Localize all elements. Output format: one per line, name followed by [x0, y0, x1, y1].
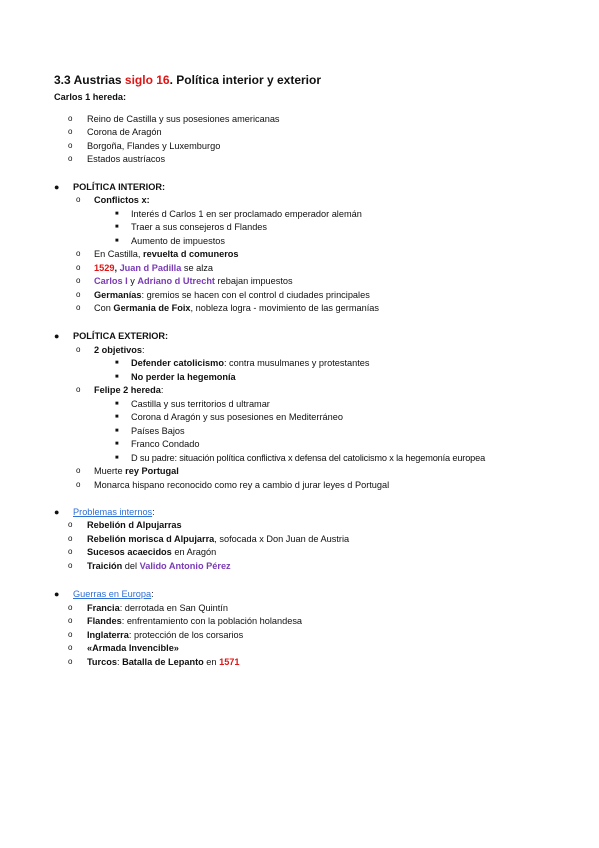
felipe-label: [94, 384, 163, 396]
list-item: Aumento de impuestos: [131, 236, 225, 246]
list-item: Corona d Aragón y sus posesiones en Mediterráneo: [131, 412, 343, 422]
text-span: :: [151, 589, 154, 599]
page-title: [54, 73, 321, 87]
circle-bullet-icon: o: [68, 127, 73, 136]
list-item: D su padre: situación política conflictiva x defensa del catolicismo x la hegemonía europea: [131, 453, 486, 463]
person-name: Adriano d Utrecht: [137, 276, 215, 286]
bullet-icon: ●: [54, 331, 60, 341]
section-heading-exterior: POLÍTICA EXTERIOR:: [73, 331, 169, 341]
text-span: y: [127, 276, 138, 286]
square-bullet-icon: ■: [115, 455, 119, 461]
text-span: Con: [94, 303, 114, 313]
bold-span: Batalla de Lepanto: [122, 657, 204, 667]
bold-span: Sucesos acaecidos: [87, 547, 172, 557]
circle-bullet-icon: o: [76, 345, 81, 354]
text-span: , sofocada x Don Juan de Austria: [214, 534, 350, 544]
bullet-icon: ●: [54, 182, 60, 192]
list-item: [94, 262, 213, 274]
circle-bullet-icon: o: [68, 616, 73, 625]
list-item: Castilla y sus territorios d ultramar: [131, 399, 270, 409]
list-item: Estados austríacos: [87, 154, 166, 164]
title-highlight: siglo 16: [124, 73, 170, 87]
circle-bullet-icon: o: [76, 466, 81, 475]
text-span: :: [116, 657, 123, 667]
list-item: [94, 289, 370, 301]
bold-span: Francia: [87, 603, 120, 613]
bold-span: Inglaterra: [87, 630, 129, 640]
square-bullet-icon: ■: [115, 211, 119, 217]
year-span: 1529: [94, 263, 115, 273]
circle-bullet-icon: o: [76, 249, 81, 258]
square-bullet-icon: ■: [115, 238, 119, 244]
bold-span: Rebelión morisca d Alpujarra: [87, 534, 215, 544]
section-heading-problemas: [73, 506, 155, 518]
circle-bullet-icon: o: [76, 290, 81, 299]
bold-span: Flandes: [87, 616, 122, 626]
guerras-link[interactable]: Guerras en Europa: [73, 589, 152, 599]
text-span: se alza: [181, 263, 214, 273]
circle-bullet-icon: o: [68, 643, 73, 652]
circle-bullet-icon: o: [68, 114, 73, 123]
square-bullet-icon: ■: [115, 374, 119, 380]
person-name: Valido Antonio Pérez: [139, 561, 231, 571]
square-bullet-icon: ■: [115, 224, 119, 230]
circle-bullet-icon: o: [68, 657, 73, 666]
circle-bullet-icon: o: [68, 154, 73, 163]
circle-bullet-icon: o: [76, 480, 81, 489]
text-span: en Aragón: [171, 547, 217, 557]
title-part: 3.3 Austrias: [54, 73, 125, 87]
list-item: [87, 546, 216, 558]
circle-bullet-icon: o: [68, 520, 73, 529]
section-heading-guerras: [73, 588, 154, 600]
bold-span: Germanías: [94, 290, 142, 300]
bold-span: Germania de Foix: [113, 303, 191, 313]
list-item: [87, 656, 240, 668]
year-span: 1571: [219, 657, 240, 667]
list-item: [87, 560, 231, 572]
list-item: Interés d Carlos 1 en ser proclamado emperador alemán: [131, 209, 362, 219]
list-item: [94, 302, 379, 314]
objetivos-label: [94, 344, 145, 356]
list-item: Países Bajos: [131, 426, 185, 436]
circle-bullet-icon: o: [68, 534, 73, 543]
list-item: [87, 615, 302, 627]
circle-bullet-icon: o: [68, 141, 73, 150]
circle-bullet-icon: o: [68, 603, 73, 612]
list-item: [94, 248, 239, 260]
text-span: : gremios se hacen con el control d ciudades principales: [141, 290, 370, 300]
list-item: Monarca hispano reconocido como rey a cambio d jurar leyes d Portugal: [94, 480, 390, 490]
list-item: [87, 602, 228, 614]
list-item: «Armada Invencible»: [87, 643, 179, 653]
circle-bullet-icon: o: [76, 195, 81, 204]
bold-span: revuelta d comuneros: [143, 249, 239, 259]
text-span: rebajan impuestos: [215, 276, 293, 286]
list-item: Rebelión d Alpujarras: [87, 520, 182, 530]
text-span: : contra musulmanes y protestantes: [223, 358, 370, 368]
intro-line: Carlos 1 hereda:: [54, 92, 126, 102]
bullet-icon: ●: [54, 507, 60, 517]
bold-span: rey Portugal: [125, 466, 179, 476]
text-span: En Castilla,: [94, 249, 144, 259]
square-bullet-icon: ■: [115, 414, 119, 420]
person-name: Carlos I: [94, 276, 128, 286]
text-span: del: [122, 561, 140, 571]
list-item: No perder la hegemonía: [131, 372, 236, 382]
text-span: : derrotada en San Quintín: [119, 603, 228, 613]
square-bullet-icon: ■: [115, 441, 119, 447]
list-item: [87, 533, 349, 545]
list-item: Corona de Aragón: [87, 127, 162, 137]
list-item: [131, 357, 369, 369]
text-span: : enfrentamiento con la población holandesa: [121, 616, 303, 626]
circle-bullet-icon: o: [76, 263, 81, 272]
square-bullet-icon: ■: [115, 428, 119, 434]
circle-bullet-icon: o: [76, 276, 81, 285]
person-name: Juan d Padilla: [119, 263, 182, 273]
text-span: , nobleza logra - movimiento de las germanías: [190, 303, 379, 313]
square-bullet-icon: ■: [115, 360, 119, 366]
circle-bullet-icon: o: [76, 303, 81, 312]
section-heading-interior: POLÍTICA INTERIOR:: [73, 182, 166, 192]
list-item: Traer a sus consejeros d Flandes: [131, 222, 268, 232]
circle-bullet-icon: o: [76, 385, 81, 394]
list-item: Franco Condado: [131, 439, 200, 449]
text-span: Muerte: [94, 466, 126, 476]
circle-bullet-icon: o: [68, 561, 73, 570]
list-item: [94, 465, 179, 477]
text-span: :: [152, 507, 155, 517]
text-span: :: [160, 385, 164, 395]
list-item: [87, 629, 243, 641]
text-span: :: [142, 345, 145, 355]
circle-bullet-icon: o: [68, 547, 73, 556]
bold-span: Traición: [87, 561, 123, 571]
bold-span: Turcos: [87, 657, 117, 667]
title-part: . Política interior y exterior: [169, 73, 321, 87]
list-item: Borgoña, Flandes y Luxemburgo: [87, 141, 221, 151]
text-span: : protección de los corsarios: [128, 630, 244, 640]
text-span: en: [203, 657, 220, 667]
problemas-link[interactable]: Problemas internos: [73, 507, 153, 517]
list-item: [94, 275, 293, 287]
list-item: Reino de Castilla y sus posesiones americanas: [87, 114, 280, 124]
bold-span: 2 objetivos: [94, 345, 142, 355]
conflictos-label: Conflictos x:: [94, 195, 150, 205]
square-bullet-icon: ■: [115, 401, 119, 407]
bold-span: Defender catolicismo: [131, 358, 224, 368]
bold-span: Felipe 2 hereda: [94, 385, 161, 395]
text-span: ,: [114, 263, 120, 273]
bullet-icon: ●: [54, 589, 60, 599]
circle-bullet-icon: o: [68, 630, 73, 639]
